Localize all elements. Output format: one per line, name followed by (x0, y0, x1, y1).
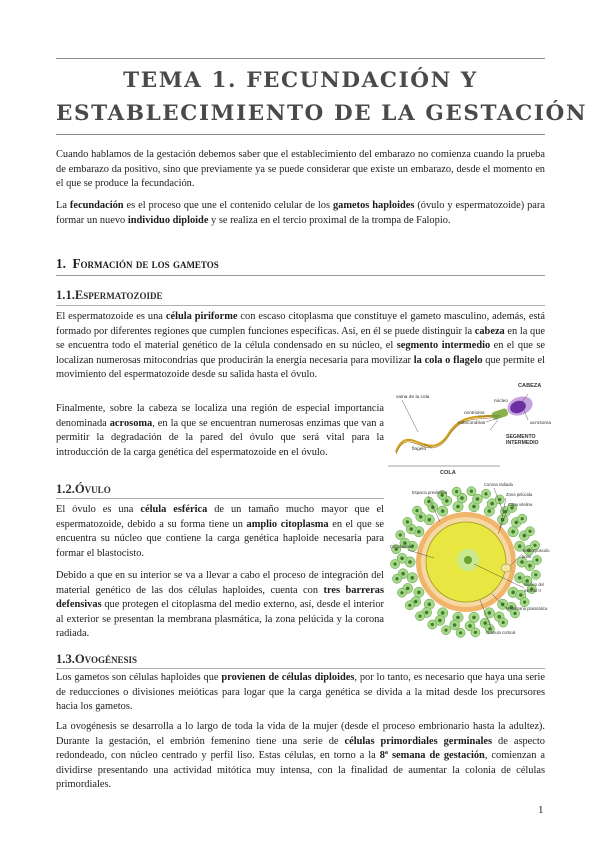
subsection-1-1-heading: 1.1.Espermatozoide (56, 288, 163, 302)
follicle-cell-nucleus (393, 562, 396, 565)
label-capa: Capa vitelina (508, 502, 533, 507)
follicle-cell-nucleus (444, 629, 447, 632)
follicle-cell-nucleus (425, 611, 429, 615)
follicle-cell-nucleus (502, 621, 505, 624)
follicle-cell-nucleus (528, 530, 531, 533)
follicle-cell-nucleus (533, 544, 536, 547)
follicle-cell-nucleus (497, 615, 501, 619)
intro-paragraph-2: La fecundación es el proceso que une el contenido celular de los gametos haploides (óvulo y espermatozoide) para formar un nuevo individuo diploide y se realiza en el tercio proximal de la trompa de Falopio. (56, 200, 545, 226)
label-nucleo-del: Núcleo del (524, 582, 544, 587)
page-title (56, 64, 588, 130)
follicle-cell-nucleus (445, 499, 449, 503)
follicle-cell-nucleus (431, 623, 434, 626)
page-number: 1 (538, 804, 544, 816)
bold-term: gametos haploides (332, 200, 415, 211)
follicle-cell-nucleus (456, 616, 460, 620)
label-zona: Zona pelúcida (506, 492, 533, 497)
follicle-cell-nucleus (470, 490, 473, 493)
follicle-cell-nucleus (418, 615, 421, 618)
follicle-cell-nucleus (408, 560, 412, 564)
follicle-cell-nucleus (474, 631, 477, 634)
sperm-paragraph-1: El espermatozoide es una célula piriforme con escaso citoplasma que constituye el gameto masculino, además, está formado por diferentes regiones que cumplen funciones específicas. Así, en él se puede distinguir la cabeza en la que se encuentra todo el material genético de la célula condensado en su núcleo, el segmento intermedio en el que se localizan numerosas mitocondrias que producirán la energía necesaria para movilizar la cola o flagelo que permite el movimiento del espermatozoide desde su salida hasta el óvulo. (56, 311, 545, 381)
follicle-cell-nucleus (472, 505, 476, 509)
follicle-cell-nucleus (453, 623, 457, 627)
follicle-cell-nucleus (414, 600, 418, 604)
label-corpusculo: 1er corpúsculo (522, 548, 550, 553)
follicle-cell-nucleus (408, 604, 411, 607)
label-intermedio: INTERMEDIO (506, 440, 539, 446)
label-acrosoma: acrosoma (530, 421, 552, 426)
follicle-cell-nucleus (535, 558, 538, 561)
label-mitocondrias: mitocondrias (458, 421, 486, 426)
follicle-cell-nucleus (515, 521, 519, 525)
follicle-cell-nucleus (459, 631, 462, 634)
section-1-rule (56, 275, 545, 276)
follicle-cell-nucleus (411, 544, 415, 548)
follicle-cell-nucleus (534, 573, 537, 576)
follicle-cell-nucleus (521, 517, 524, 520)
follicle-cell-nucleus (419, 515, 423, 519)
follicle-cell-nucleus (528, 564, 532, 568)
follicle-cell-nucleus (488, 509, 492, 513)
follicle-cell-nucleus (519, 593, 523, 597)
follicle-cell-nucleus (501, 603, 505, 607)
title-line-2: ESTABLECIMIENTO DE LA GESTACIÓN (56, 101, 588, 126)
follicle-cell-nucleus (511, 591, 515, 595)
follicle-cell-nucleus (417, 591, 421, 595)
follicle-cell-nucleus (513, 612, 516, 615)
sperm-paragraph-2: Finalmente, sobre la cabeza se localiza una región de especial importancia denominada acrosoma, en la que se encuentran numerosas enzimas que van a permitir la degradación de la pared del óvulo que será vital para la introducción de la carga genética del espermatozoide en el óvulo. (56, 403, 384, 458)
follicle-cell-nucleus (518, 576, 522, 580)
follicle-cell-nucleus (441, 611, 445, 615)
label-polar: polar (522, 554, 532, 559)
label-espacio: Espacio previtelino (412, 490, 448, 495)
polar-body-shape (501, 564, 511, 572)
follicle-cell-nucleus (400, 557, 404, 561)
follicle-cell-nucleus (406, 587, 410, 591)
follicle-cell-nucleus (472, 616, 476, 620)
follicle-cell-nucleus (518, 544, 522, 548)
follicle-cell-nucleus (490, 502, 494, 506)
follicle-cell-nucleus (395, 577, 398, 580)
follicle-cell-nucleus (460, 496, 464, 500)
follicle-cell-nucleus (400, 591, 403, 594)
follicle-cell-nucleus (455, 490, 458, 493)
ovogenesis-paragraph-1: Los gametos son células haploides que provienen de células diploides, por lo tanto, es necesario que haya una serie de reducciones o divisiones meióticas para logar que la carga genética se divida a la mitad desde los precursores hacia los gametos. (56, 672, 546, 713)
label-centriolos: centriolos (464, 411, 485, 416)
ovum-paragraph-2: Debido a que en su interior se va a llevar a cabo el proceso de integración del material genético de las dos células haploides, cuenta con tres barreras defensivas que protegen el citoplasma del medio externo, así, desde el interior al exterior se presentan la membrana plasmática, la zona pelúcida y la corona radiada. (56, 570, 384, 640)
subsection-1-2-rule (56, 498, 384, 499)
follicle-cell-nucleus (438, 619, 442, 623)
section-1-heading: 1. Formación de los gametos (56, 256, 219, 271)
label-corona: Corona radiada (484, 482, 513, 487)
title-bottom-rule (56, 134, 545, 135)
label-cola: COLA (440, 470, 456, 476)
ovum-paragraph-1: El óvulo es una célula esférica de un tamaño mucho mayor que el espermatozoide, debido a su forma tiene un amplio citoplasma en el que se encuentra su núcleo que contiene la carga genética haploide necesaria para formar el blastocisto. (56, 504, 385, 559)
sperm-diagram (388, 380, 552, 476)
label-citoplasma: Citoplasma (390, 544, 411, 549)
label-flagelo: flagelo (412, 447, 427, 452)
label-membrana: Membrana plasmática (506, 606, 548, 611)
follicle-cell-nucleus (428, 603, 432, 607)
title-top-rule (56, 58, 545, 59)
label-segmento: SEGMENTO (506, 434, 536, 440)
bold-term: individuo diploide (127, 214, 209, 226)
midpiece-shape (491, 408, 509, 421)
follicle-cell-nucleus (415, 509, 418, 512)
subsection-1-3-rule (56, 668, 545, 669)
subsection-1-2-heading: 1.2.Óvulo (56, 482, 111, 496)
title-line-1: TEMA 1. FECUNDACIÓN Y (123, 68, 478, 93)
follicle-cell-nucleus (411, 576, 415, 580)
subsection-1-3-heading: 1.3.Ovogénesis (56, 652, 138, 666)
follicle-cell-nucleus (523, 601, 526, 604)
follicle-cell-nucleus (484, 492, 487, 495)
follicle-cell-nucleus (428, 518, 432, 522)
follicle-cell-nucleus (511, 530, 515, 534)
follicle-cell-nucleus (523, 534, 527, 538)
follicle-cell-nucleus (488, 611, 492, 615)
follicle-cell-nucleus (399, 533, 402, 536)
subsection-1-1-rule (56, 305, 545, 306)
follicle-cell-nucleus (483, 621, 487, 625)
intro-paragraph-1: Cuando hablamos de la gestación debemos saber que el establecimiento del embarazo no comienza cuando la prueba de embarazo da positivo, sino que previamente ya se puede considerar que existe un embarazo, desde el momento en el que se produce la fecundación. (56, 149, 545, 190)
follicle-cell-nucleus (401, 572, 405, 576)
follicle-cell-nucleus (406, 520, 409, 523)
label-vaina: vaina de la cola (396, 395, 430, 400)
ovogenesis-paragraph-2: La ovogénesis se desarrolla a lo largo de toda la vida de la mujer (desde el proceso embrionario hasta la adultez). Durante la gestación, el embrión femenino tiene una serie de células primordiales germinales de aspecto redondeado, con núcleo centrado y perfil liso. Estas células, en torno a la 8ª semana de gestación, comienzan a dividirse presentando una actividad mitótica muy intensa, con la finalidad de aumentar la colonia de células primordiales. (56, 721, 545, 791)
label-nucleo: núcleo (493, 399, 508, 404)
label-granulo: Gránulo cortical (486, 630, 516, 635)
follicle-cell-nucleus (468, 624, 472, 628)
follicle-cell-nucleus (476, 497, 480, 501)
follicle-cell-nucleus (456, 505, 460, 509)
follicle-cell-nucleus (520, 560, 524, 564)
label-cabeza: CABEZA (518, 383, 542, 389)
ovum-diagram (388, 478, 548, 640)
follicle-cell-nucleus (409, 527, 413, 531)
label-ovocito: ovocito II (524, 588, 541, 593)
follicle-cell-nucleus (441, 509, 445, 513)
bold-term: fecundación (69, 200, 124, 211)
follicle-cell-nucleus (417, 530, 421, 534)
